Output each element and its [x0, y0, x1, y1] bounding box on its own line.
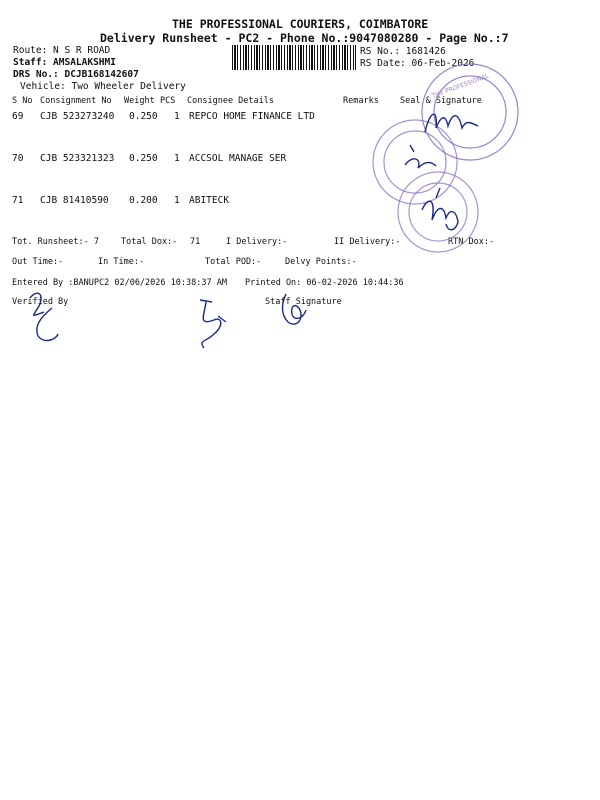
barcode — [232, 45, 356, 70]
rtn-dox: RTN Dox:- — [448, 237, 495, 247]
col-header-weight: Weight — [124, 96, 155, 106]
staff-signature-label: Staff Signature — [265, 297, 342, 307]
handwritten-signature — [425, 114, 478, 132]
col-header-sno: S No — [12, 96, 33, 106]
ii-delivery: II Delivery:- — [334, 237, 401, 247]
total-dox-value: 71 — [190, 237, 201, 247]
delvy-points: Delvy Points:- — [285, 257, 357, 267]
total-pod: Total POD:- — [205, 257, 262, 267]
printed-on: Printed On: 06-02-2026 10:44:36 — [245, 278, 404, 288]
row-sno: 70 — [12, 153, 24, 164]
row-consignment: CJB 523321323 — [40, 153, 115, 164]
handwritten-signature — [405, 145, 436, 168]
col-header-consignment: Consignment No — [40, 96, 112, 106]
col-header-pcs: PCS — [160, 96, 176, 106]
row-consignee: REPCO HOME FINANCE LTD — [189, 111, 315, 122]
seal-stamp — [373, 120, 457, 204]
row-consignee: ACCSOL MANAGE SER — [189, 153, 287, 164]
entered-by: Entered By :BANUPC2 02/06/2026 10:38:37 AM — [12, 278, 227, 288]
row-weight: 0.250 — [129, 111, 158, 122]
i-delivery: I Delivery:- — [226, 237, 288, 247]
svg-text:THE PROFESSIONAL: THE PROFESSIONAL — [431, 72, 490, 100]
in-time: In Time:- — [98, 257, 145, 267]
row-sno: 71 — [12, 195, 24, 206]
row-consignment: CJB 523273240 — [40, 111, 115, 122]
company-title: THE PROFESSIONAL COURIERS, COIMBATORE — [172, 17, 429, 31]
row-consignee: ABITECK — [189, 195, 230, 206]
col-header-seal-signature: Seal & Signature — [400, 96, 482, 106]
seal-stamp — [422, 64, 518, 160]
total-runsheet: Tot. Runsheet:- 7 — [12, 237, 99, 247]
row-weight: 0.250 — [129, 153, 158, 164]
rs-number: RS No.: 1681426 — [360, 46, 446, 57]
row-weight: 0.200 — [129, 195, 158, 206]
staff-label: Staff: AMSALAKSHMI — [13, 57, 116, 68]
rs-date: RS Date: 06-Feb-2026 — [360, 58, 475, 69]
verified-by-label: Verified By — [12, 297, 69, 307]
route-label: Route: N S R ROAD — [13, 45, 111, 56]
runsheet-title: Delivery Runsheet - PC2 - Phone No.:9047080280 - Page No.:7 — [100, 31, 509, 45]
drs-number: DRS No.: DCJB168142607 — [13, 69, 139, 80]
handwritten-signature — [200, 300, 226, 348]
col-header-remarks: Remarks — [343, 96, 379, 106]
row-consignment: CJB 81410590 — [40, 195, 109, 206]
total-dox-label: Total Dox:- — [121, 237, 178, 247]
row-pcs: 1 — [174, 111, 180, 122]
row-pcs: 1 — [174, 153, 180, 164]
vehicle-label: Vehicle: Two Wheeler Delivery — [20, 81, 186, 92]
out-time: Out Time:- — [12, 257, 64, 267]
handwritten-signature — [422, 188, 458, 230]
row-sno: 69 — [12, 111, 24, 122]
col-header-consignee: Consignee Details — [187, 96, 274, 106]
row-pcs: 1 — [174, 195, 180, 206]
